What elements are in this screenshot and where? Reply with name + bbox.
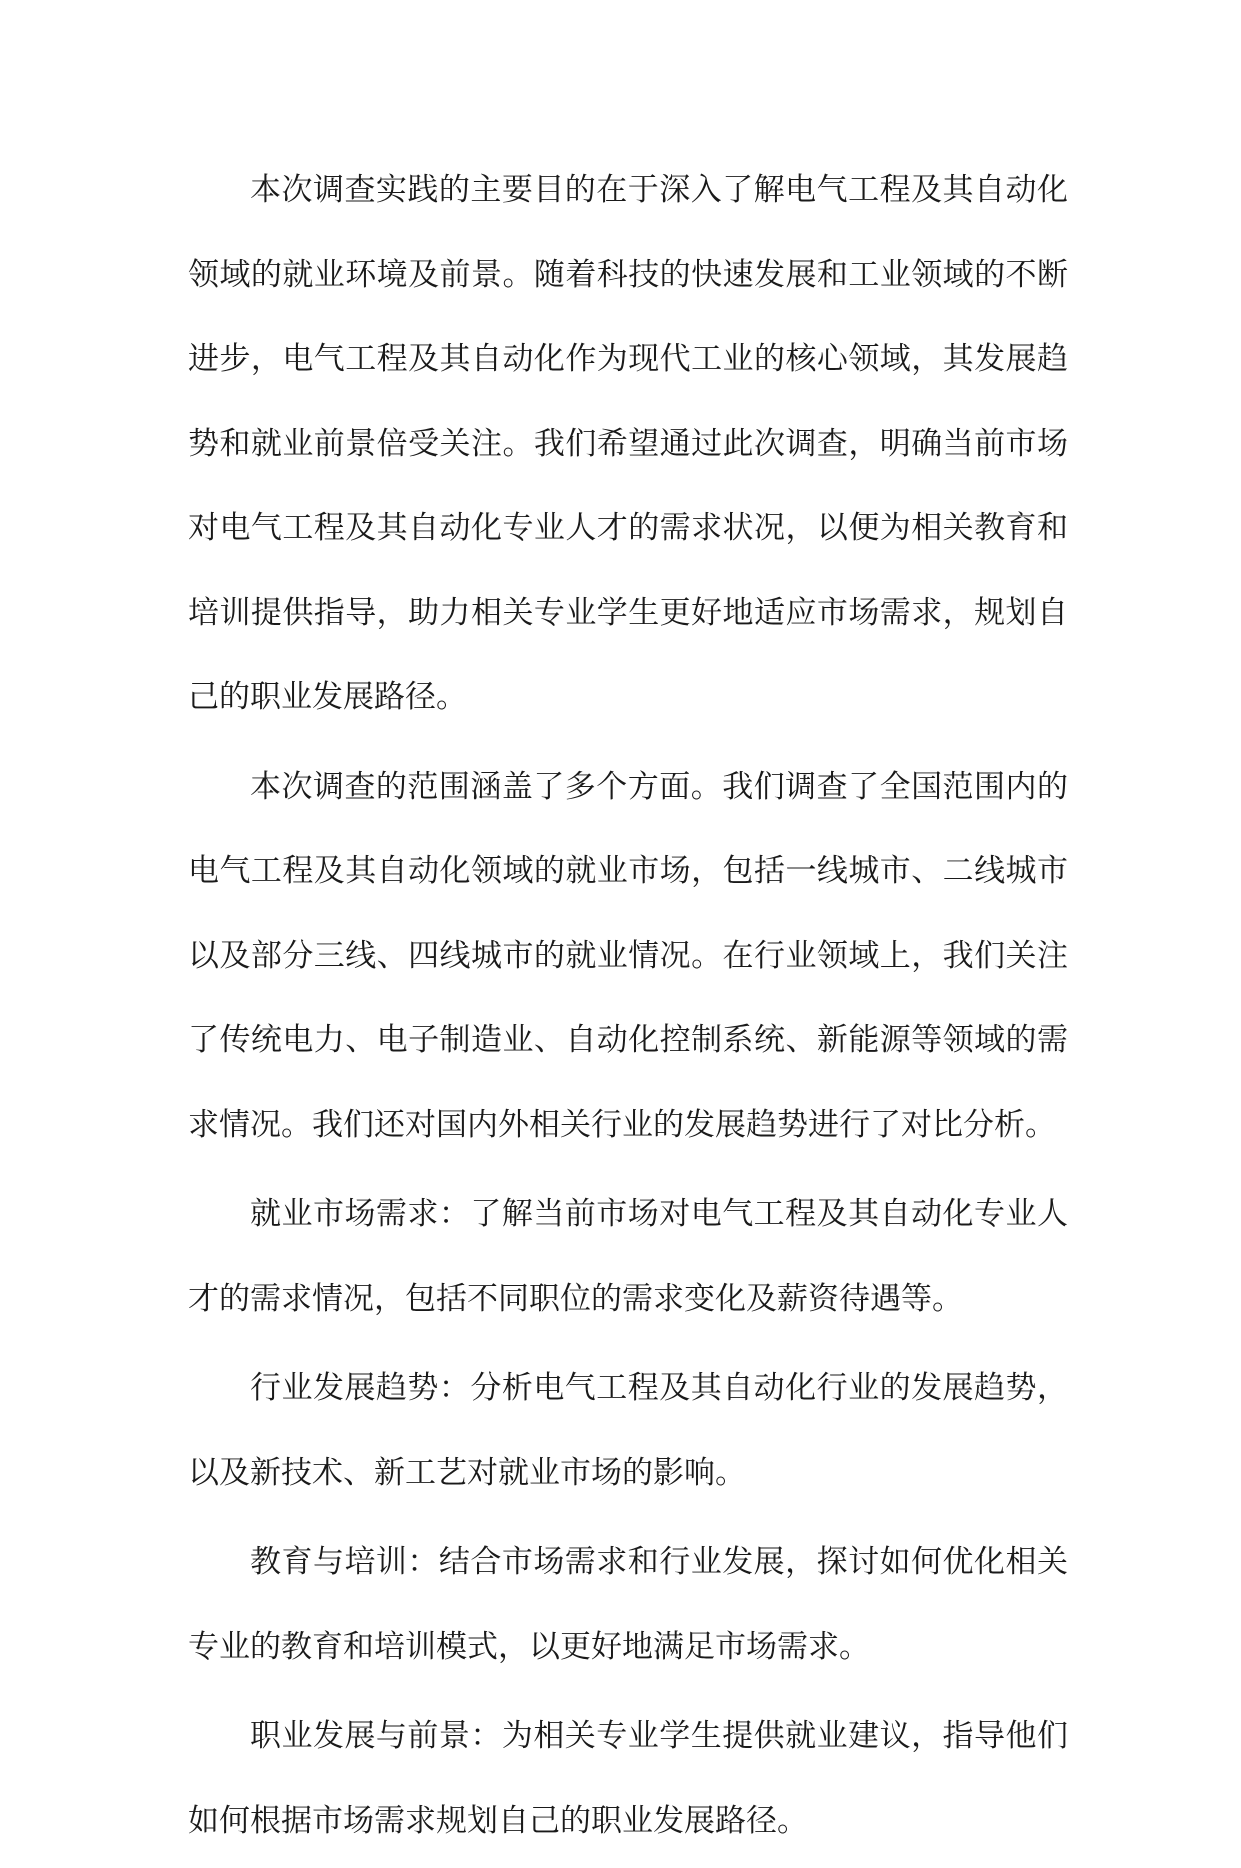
- paragraph-education-training: 教育与培训：结合市场需求和行业发展，探讨如何优化相关专业的教育和培训模式，以更好地满足市场需求。: [188, 1544, 1068, 1665]
- paragraph-scope: 本次调查的范围涵盖了多个方面。我们调查了全国范围内的电气工程及其自动化领域的就业市场，包括一线城市、二线城市以及部分三线、四线城市的就业情况。在行业领域上，我们关注了传统电力、电子制造业、自动化控制系统、新能源等领域的需求情况。我们还对国内外相关行业的发展趋势进行了对比分析。: [188, 768, 1068, 1143]
- paragraph-industry-trends: 行业发展趋势：分析电气工程及其自动化行业的发展趋势，以及新技术、新工艺对就业市场的影响。: [188, 1370, 1068, 1491]
- paragraph-purpose: 本次调查实践的主要目的在于深入了解电气工程及其自动化领域的就业环境及前景。随着科技的快速发展和工业领域的不断进步，电气工程及其自动化作为现代工业的核心领域，其发展趋势和就业前景倍受关注。我们希望通过此次调查，明确当前市场对电气工程及其自动化专业人才的需求状况，以便为相关教育和培训提供指导，助力相关专业学生更好地适应市场需求，规划自己的职业发展路径。: [188, 172, 1068, 715]
- paragraph-market-demand: 就业市场需求：了解当前市场对电气工程及其自动化专业人才的需求情况，包括不同职位的需求变化及薪资待遇等。: [188, 1196, 1068, 1317]
- document-body: [188, 148, 1068, 1868]
- paragraph-career-prospects: 职业发展与前景：为相关专业学生提供就业建议，指导他们如何根据市场需求规划自己的职业发展路径。: [188, 1718, 1068, 1839]
